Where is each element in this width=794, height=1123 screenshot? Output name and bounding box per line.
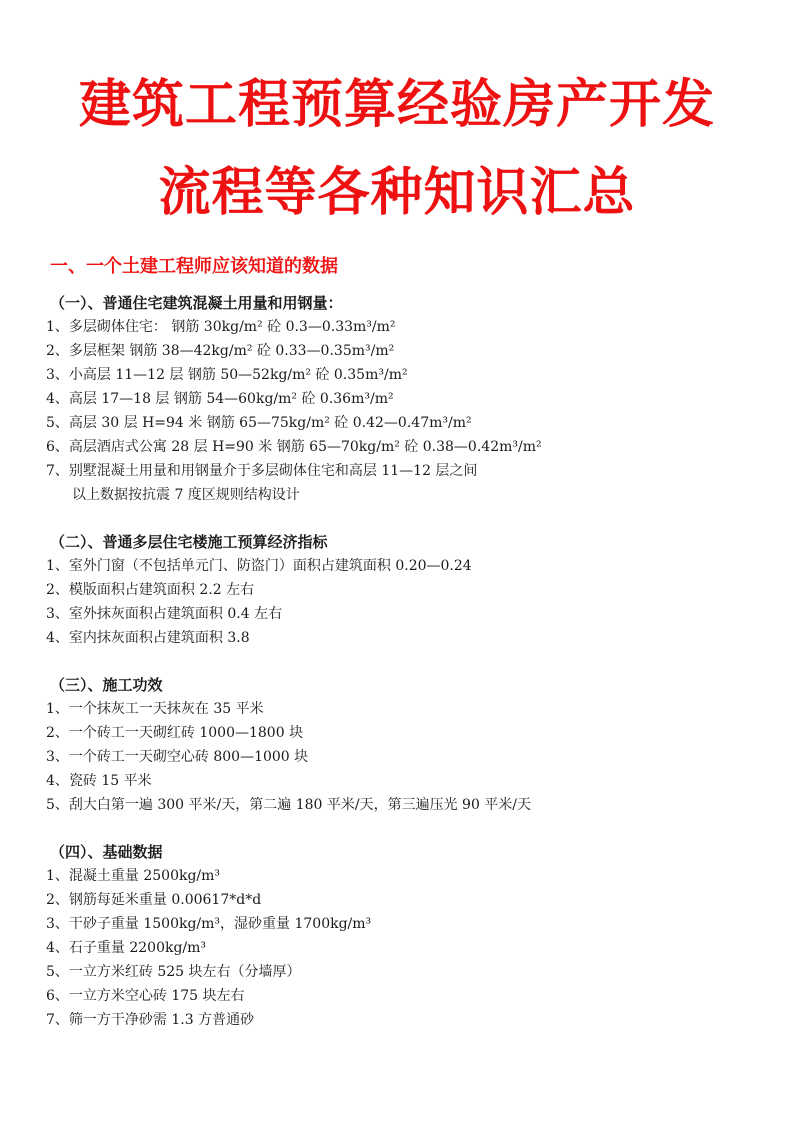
list-item: 2、多层框架 钢筋 38—42kg/m² 砼 0.33—0.35m³/m²: [46, 343, 395, 359]
list-item: 6、一立方米空心砖 175 块左右: [46, 988, 245, 1004]
subsection-heading: （一）、普通住宅建筑混凝土用量和用钢量：: [50, 294, 343, 312]
list-item: 2、模版面积占建筑面积 2.2 左右: [46, 582, 255, 598]
subsection-basic-data: [46, 840, 766, 1032]
list-item: 1、室外门窗（不包括单元门、防盗门）面积占建筑面积 0.20—0.24: [46, 558, 472, 574]
list-item: 3、室外抹灰面积占建筑面积 0.4 左右: [46, 606, 283, 622]
list-item: 3、干砂子重量 1500kg/m³，湿砂重量 1700kg/m³: [46, 916, 372, 932]
list-item: 7、筛一方干净砂需 1.3 方普通砂: [46, 1012, 255, 1028]
subsection-heading: （二）、普通多层住宅楼施工预算经济指标: [50, 533, 328, 551]
list-item: 3、小高层 11—12 层 钢筋 50—52kg/m² 砼 0.35m³/m²: [46, 367, 408, 383]
list-item: 5、刮大白第一遍 300 平米/天，第二遍 180 平米/天，第三遍压光 90 平米/天: [46, 797, 532, 813]
list-item: 1、多层砌体住宅： 钢筋 30kg/m² 砼 0.3—0.33m³/m²: [46, 319, 396, 335]
document-title-line-1: 建筑工程预算经验房产开发: [78, 75, 715, 135]
list-item: 4、高层 17—18 层 钢筋 54—60kg/m² 砼 0.36m³/m²: [46, 391, 394, 407]
subsection-budget-indicators: [46, 530, 766, 650]
subsection-concrete-steel: [46, 291, 766, 507]
list-item: 2、钢筋每延米重量 0.00617*d*d: [46, 892, 262, 908]
list-item: 7、别墅混凝土用量和用钢量介于多层砌体住宅和高层 11—12 层之间: [46, 463, 478, 479]
list-item: 5、高层 30 层 H=94 米 钢筋 65—75kg/m² 砼 0.42—0.47m³/m²: [46, 415, 472, 431]
section-heading: 一、一个土建工程师应该知道的数据: [50, 256, 338, 277]
subsection-heading: （四）、基础数据: [50, 843, 163, 861]
list-item: 4、室内抹灰面积占建筑面积 3.8: [46, 630, 250, 646]
list-item: 5、一立方米红砖 525 块左右（分墙厚）: [46, 964, 301, 980]
list-item: 4、石子重量 2200kg/m³: [46, 940, 207, 956]
document-body: [46, 291, 766, 1032]
list-item: 1、混凝土重量 2500kg/m³: [46, 868, 221, 884]
list-item: 1、一个抹灰工一天抹灰在 35 平米: [46, 701, 264, 717]
list-item: 4、瓷砖 15 平米: [46, 773, 152, 789]
list-item: 2、一个砖工一天砌红砖 1000—1800 块: [46, 725, 304, 741]
list-item: 3、一个砖工一天砌空心砖 800—1000 块: [46, 749, 309, 765]
document-title-line-2: 流程等各种知识汇总: [158, 163, 636, 223]
subsection-work-efficiency: [46, 673, 766, 817]
subsection-heading: （三）、施工功效: [50, 676, 163, 694]
list-note: 以上数据按抗震 7 度区规则结构设计: [72, 487, 300, 503]
list-item: 6、高层酒店式公寓 28 层 H=90 米 钢筋 65—70kg/m² 砼 0.38—0.42m³/m²: [46, 439, 542, 455]
